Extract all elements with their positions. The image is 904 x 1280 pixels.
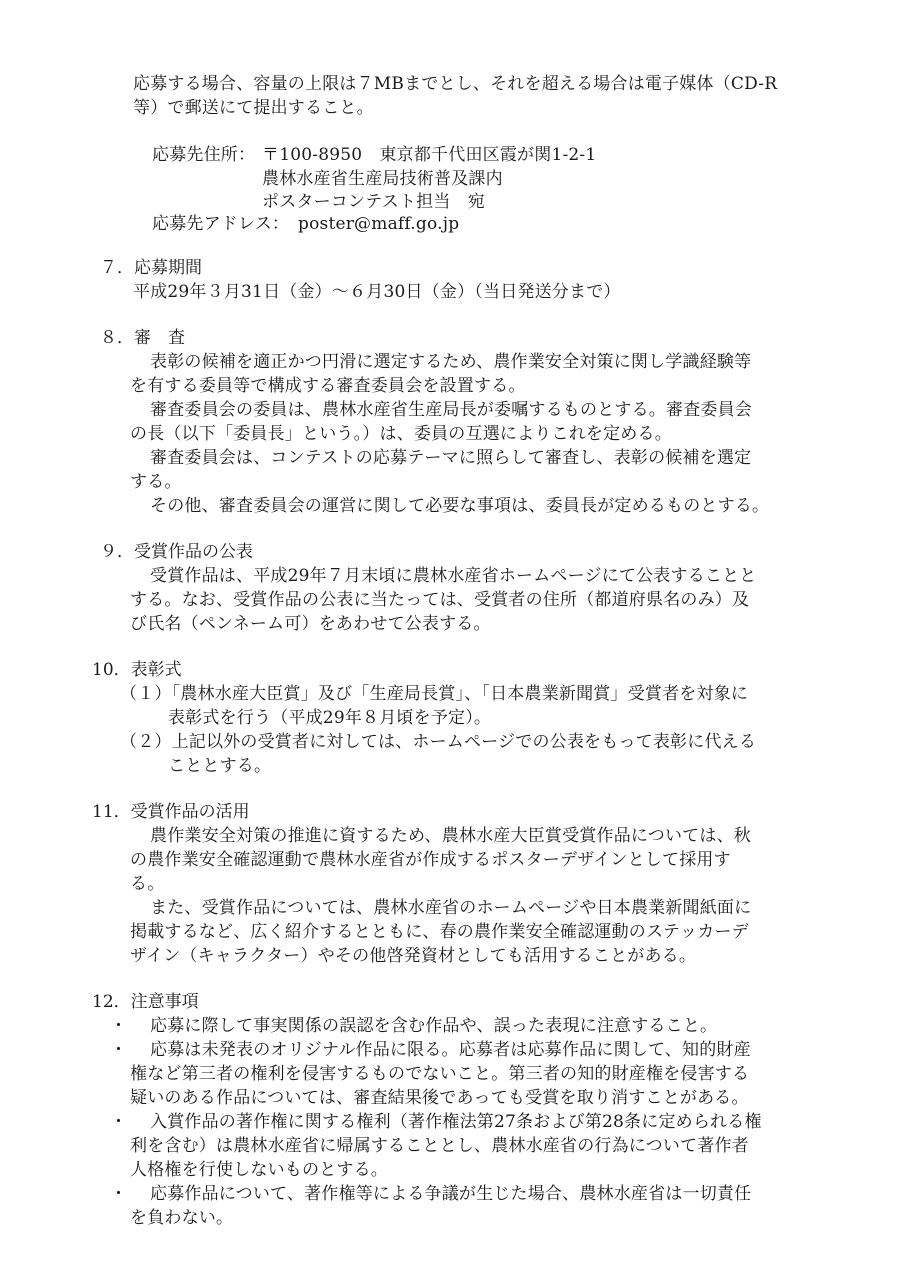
section-10-item-1-cont: 表彰式を行う（平成29年８月頃を予定）。 — [168, 708, 492, 728]
bullet-mark: ・ — [110, 1040, 128, 1060]
intro-line-2: 等）で郵送にて提出すること。 — [133, 98, 374, 118]
section-11-line: の農作業安全確認運動で農林水産省が作成するポスターデザインとして採用す — [130, 850, 731, 870]
section-12-item-cont: 疑いのある作品については、審査結果後であっても受賞を取り消すことがある。 — [130, 1088, 749, 1108]
section-8-line: 審査委員会の委員は、農林水産省生産局長が委嘱するものとする。審査委員会 — [150, 400, 752, 420]
section-8-line: 表彰の候補を適正かつ円滑に選定するため、農作業安全対策に関し学識経験等 — [150, 352, 752, 372]
section-11-line: る。 — [130, 874, 165, 894]
address-line-3: ポスターコンテスト担当 宛 — [262, 192, 485, 212]
section-11-line: 農作業安全対策の推進に資するため、農林水産大臣賞受賞作品については、秋 — [150, 826, 751, 846]
section-8-title: ８．審 査 — [100, 328, 185, 348]
section-8-line: を有する委員等で構成する審査委員会を設置する。 — [130, 376, 526, 396]
address-label: 応募先住所： — [152, 145, 256, 165]
section-9-line: 受賞作品は、平成29年７月末頃に農林水産省ホームページにて公表することと — [150, 566, 757, 586]
section-12-item: 入賞作品の著作権に関する権利（著作権法第27条および第28条に定められる権 — [150, 1112, 762, 1132]
section-8-line: 審査委員会は、コンテストの応募テーマに照らして審査し、表彰の候補を選定 — [150, 448, 752, 468]
section-12-item-cont: 人格権を行使しないものとする。 — [130, 1160, 388, 1180]
section-12-item: 応募作品について、著作権等による争議が生じた場合、農林水産省は一切責任 — [150, 1184, 752, 1204]
section-8-line: の長（以下「委員長」という。）は、委員の互選によりこれを定める。 — [130, 424, 672, 444]
section-7-line: 平成29年３月31日（金）～６月30日（金）（当日発送分まで） — [133, 282, 621, 302]
section-10-item-2-cont: こととする。 — [168, 756, 272, 776]
address-line-1: 〒100-8950 東京都千代田区霞が関1-2-1 — [262, 145, 597, 165]
section-11-title: 11．受賞作品の活用 — [92, 802, 250, 822]
section-10-item-2: （２）上記以外の受賞者に対しては、ホームページでの公表をもって表彰に代える — [120, 732, 757, 752]
intro-line-1: 応募する場合、容量の上限は７MBまでとし、それを超える場合は電子媒体（CD-R — [133, 74, 778, 94]
section-11-line: また、受賞作品については、農林水産省のホームページや日本農業新聞紙面に — [150, 898, 752, 918]
section-11-line: ザイン（キャラクター）やその他啓発資材としても活用することがある。 — [130, 946, 697, 966]
section-12-item-cont: を負わない。 — [130, 1208, 234, 1228]
section-8-line: その他、審査委員会の運営に関して必要な事項は、委員長が定めるものとする。 — [150, 496, 770, 516]
section-12-item-cont: 権など第三者の権利を侵害するものでないこと。第三者の知的財産権を侵害する — [130, 1064, 750, 1084]
section-7-title: ７．応募期間 — [100, 258, 202, 278]
address-line-2: 農林水産省生産局技術普及課内 — [262, 169, 503, 189]
section-12-item: 応募は未発表のオリジナル作品に限る。応募者は応募作品に関して、知的財産 — [150, 1040, 751, 1060]
section-10-title: 10．表彰式 — [92, 660, 182, 680]
email-address: poster@maff.go.jp — [298, 214, 460, 234]
section-9-title: ９．受賞作品の公表 — [100, 542, 253, 562]
section-12-item: 応募に際して事実関係の誤認を含む作品や、誤った表現に注意すること。 — [150, 1016, 718, 1036]
section-10-item-1: （１）「農林水産大臣賞」及び「生産局長賞」、「日本農業新聞賞」受賞者を対象に — [120, 684, 749, 704]
email-label: 応募先アドレス： — [152, 214, 290, 234]
section-9-line: する。なお、受賞作品の公表に当たっては、受賞者の住所（都道府県名のみ）及 — [130, 590, 750, 610]
section-12-title: 12．注意事項 — [92, 992, 199, 1012]
section-9-line: び氏名（ペンネーム可）をあわせて公表する。 — [130, 614, 491, 634]
section-12-item-cont: 利を含む）は農林水産省に帰属することとし、農林水産省の行為について著作者 — [130, 1136, 749, 1156]
bullet-mark: ・ — [110, 1016, 128, 1036]
section-11-line: 掲載するなど、広く紹介するとともに、春の農作業安全確認運動のステッカーデ — [130, 922, 749, 942]
bullet-mark: ・ — [110, 1112, 128, 1132]
section-8-line: する。 — [130, 472, 182, 492]
bullet-mark: ・ — [110, 1184, 128, 1204]
